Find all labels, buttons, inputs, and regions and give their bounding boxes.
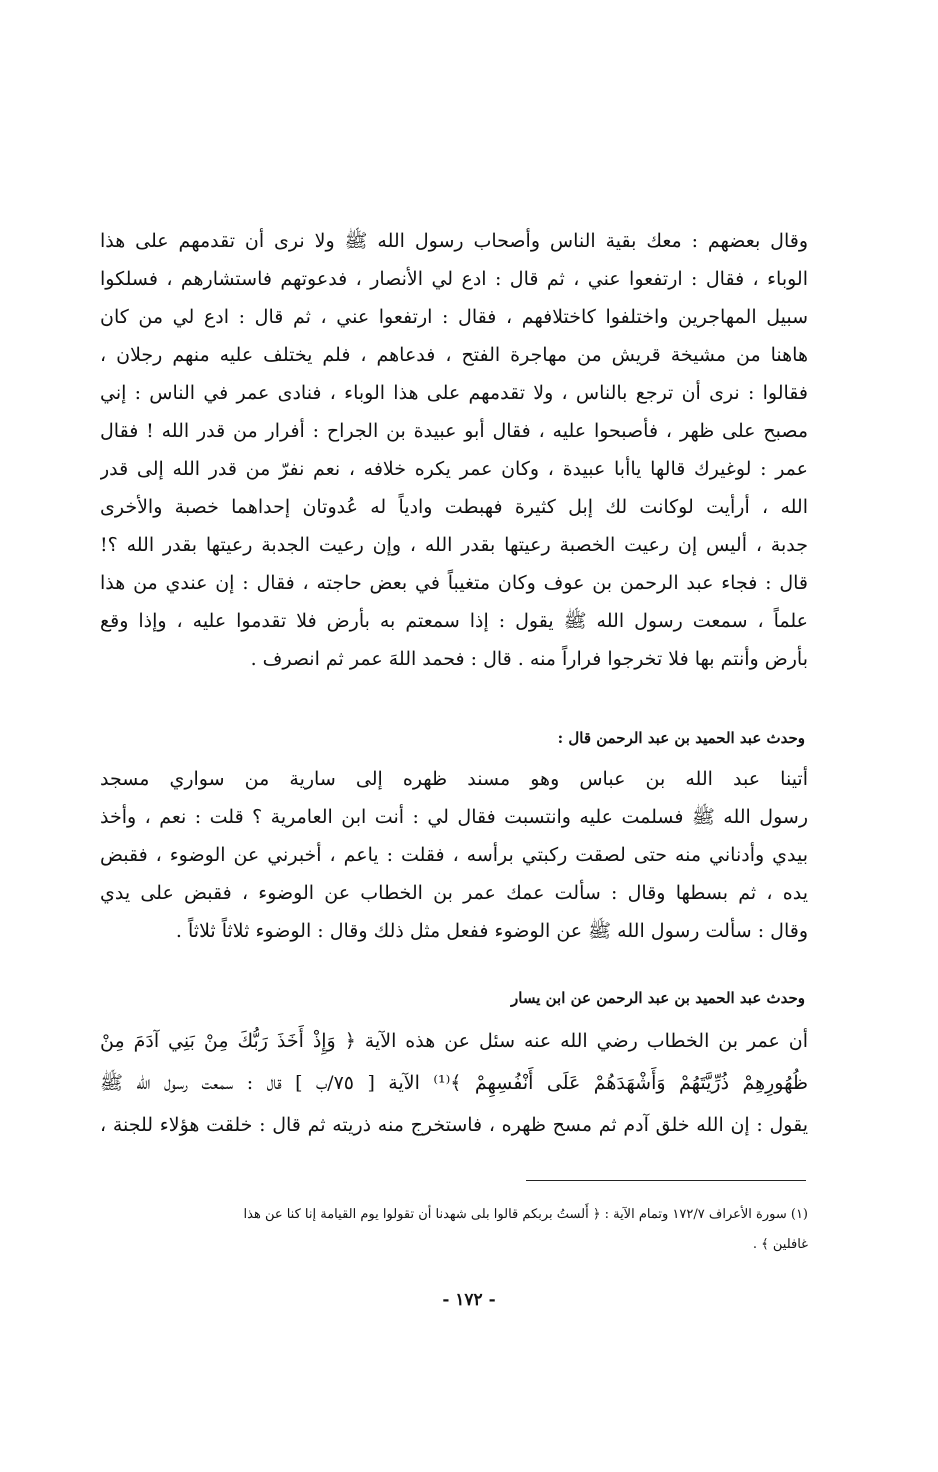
text-line: أن عمر بن الخطاب رضي الله عنه سئل عن هذه الآية ﴿ وَإِذْ أَخَذَ رَبُّكَ مِنْ بَنِي آدَمَ مِنْ xyxy=(100,1030,808,1052)
paragraph-3 xyxy=(100,1020,808,1146)
text-line: جدبة ، أليس إن رعيت الخصبة رعيتها بقدر الله ، وإن رعيت الجدبة رعيتها بقدر الله ؟! xyxy=(100,534,808,556)
text-line: قال : فجاء عبد الرحمن بن عوف وكان متغيباً في بعض حاجته ، فقال : إن عندي من هذا xyxy=(100,572,808,594)
text-line: عمر : لوغيرك قالها ياأبا عبيدة ، وكان عمر يكره خلافه ، نعم نفرّ من قدر الله إلى قدر xyxy=(100,458,808,480)
text-line: يقول : إن الله خلق آدم ثم مسح ظهره ، فاستخرج منه ذريته ثم قال : خلقت هؤلاء للجنة ، xyxy=(100,1114,808,1136)
text-line: ظُهُورِهِمْ ذُرِّيَّتَهُمْ وَأَشْهَدَهُمْ عَلَى أَنْفُسِهِمْ ﴾⁽¹⁾ الآية [ ٧٥/ب ] قال : سمعت رسول الله ﷺ xyxy=(100,1072,808,1094)
paragraph-2 xyxy=(100,760,808,950)
text-line: فقالوا : نرى أن ترجع بالناس ، ولا تقدمهم على هذا الوباء ، فنادى عمر في الناس : إني xyxy=(100,382,808,404)
section-heading: وحدث عبد الحميد بن عبد الرحمن قال : xyxy=(557,729,805,747)
text-line: بيدي وأدناني منه حتى لصقت ركبتي برأسه ، فقلت : ياعم ، أخبرني عن الوضوء ، فقبض xyxy=(100,844,808,866)
text-line: سبيل المهاجرين واختلفوا كاختلافهم ، فقال : ارتفعوا عني ، ثم قال : ادع لي من كان xyxy=(100,306,808,328)
footnote-divider xyxy=(526,1180,806,1181)
text-line: علماً ، سمعت رسول الله ﷺ يقول : إذا سمعتم به بأرض فلا تقدموا عليه ، وإذا وقع xyxy=(100,610,808,632)
page-number: - ١٧٢ - xyxy=(442,1290,496,1310)
footnote xyxy=(100,1200,808,1260)
text-line: بأرض وأنتم بها فلا تخرجوا فراراً منه . قال : فحمد اللهَ عمر ثم انصرف . xyxy=(250,648,808,670)
text-line: هاهنا من مشيخة قريش من مهاجرة الفتح ، فدعاهم ، فلم يختلف عليه منهم رجلان ، xyxy=(100,344,808,366)
text-line: الله ، أرأيت لوكانت لك إبل كثيرة فهبطت وادياً له عُدوتان إحداهما خصبة والأخرى xyxy=(100,496,808,518)
paragraph-1 xyxy=(100,222,808,678)
footnote-line: غافلين ﴾ . xyxy=(752,1237,808,1252)
text-line: الوباء ، فقال : ارتفعوا عني ، ثم قال : ادع لي الأنصار ، فدعوتهم فاستشارهم ، فسلكوا xyxy=(100,268,808,290)
footnote-line: (١) سورة الأعراف ١٧٢/٧ وتمام الآية : ﴿ أَلستُ بربكم قالوا بلى شهدنا أن تقولوا يوم القيامة إنا كنا عن هذا xyxy=(243,1207,808,1222)
text-line: رسول الله ﷺ فسلمت عليه وانتسبت فقال لي : أنت ابن العامرية ؟ قلت : نعم ، وأخذ xyxy=(100,806,808,828)
text-line: وقال : سألت رسول الله ﷺ عن الوضوء ففعل مثل ذلك وقال : الوضوء ثلاثاً ثلاثاً . xyxy=(175,920,808,942)
section-heading: وحدث عبد الحميد بن عبد الرحمن عن ابن يسار xyxy=(511,989,805,1007)
text-line: مصبح على ظهر ، فأصبحوا عليه ، فقال أبو عبيدة بن الجراح : أفرار من قدر الله ! فقال xyxy=(100,420,808,442)
text-line: يده ، ثم بسطها وقال : سألت عمك عمر بن الخطاب عن الوضوء ، فقبض على يدي xyxy=(100,882,808,904)
text-line: وقال بعضهم : معك بقية الناس وأصحاب رسول الله ﷺ ولا نرى أن تقدمهم على هذا xyxy=(100,230,808,252)
text-line: أتينا عبد الله بن عباس وهو مسند ظهره إلى سارية من سواري مسجد xyxy=(100,768,808,790)
